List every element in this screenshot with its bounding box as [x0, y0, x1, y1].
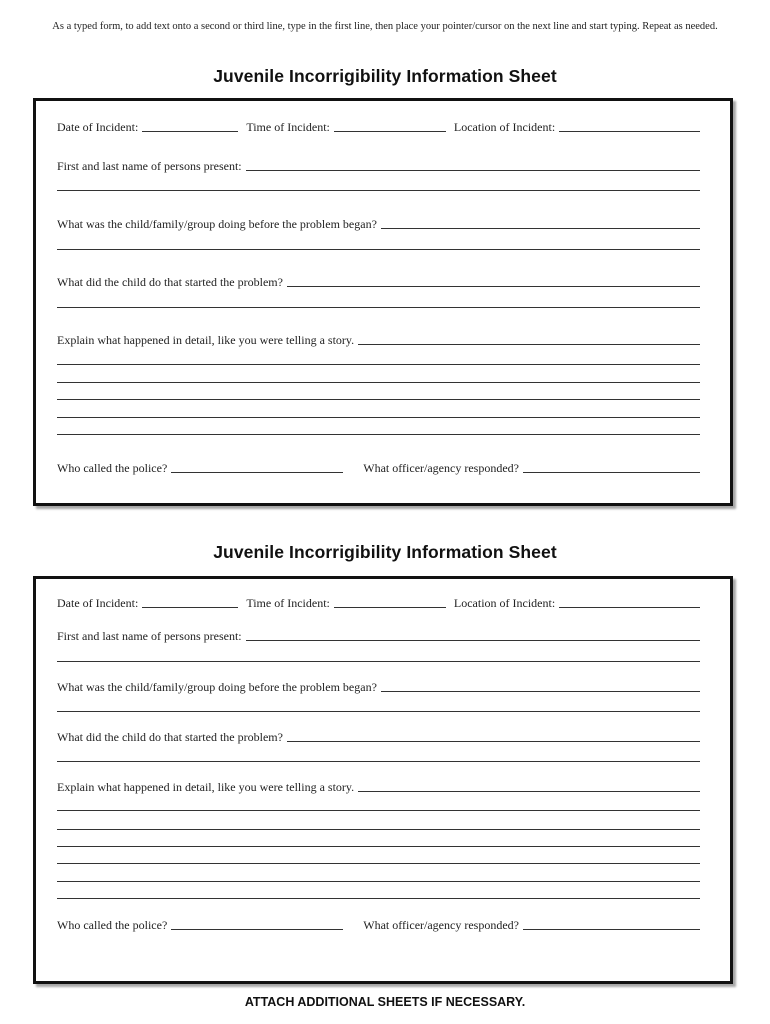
explain-field-line-4[interactable] — [57, 845, 700, 847]
police-field[interactable] — [171, 472, 343, 473]
explain-field-line-5[interactable] — [57, 862, 700, 864]
date-time-location-row — [57, 119, 700, 135]
incident-form-2 — [33, 576, 733, 984]
started-field-line-2[interactable] — [57, 760, 700, 762]
date-field[interactable] — [142, 131, 238, 132]
location-label: Location of Incident: — [453, 120, 556, 134]
explain-label: Explain what happened in detail, like you were telling a story. — [57, 333, 355, 347]
started-field-line-2[interactable] — [57, 306, 700, 308]
before-field[interactable] — [381, 228, 700, 229]
persons-row — [57, 628, 700, 644]
persons-row — [57, 158, 700, 174]
explain-field-line-3[interactable] — [57, 381, 700, 383]
police-officer-row — [57, 460, 700, 476]
before-label: What was the child/family/group doing before the problem began? — [57, 680, 377, 694]
incident-form-1 — [33, 98, 733, 506]
explain-field-line-6[interactable] — [57, 880, 700, 882]
explain-field-line-7[interactable] — [57, 897, 700, 899]
date-time-location-row — [57, 595, 700, 611]
police-officer-row — [57, 917, 700, 933]
time-label: Time of Incident: — [246, 120, 330, 134]
explain-field-line-5[interactable] — [57, 416, 700, 418]
footer-note: ATTACH ADDITIONAL SHEETS IF NECESSARY. — [244, 995, 526, 1009]
explain-field-line-3[interactable] — [57, 828, 700, 830]
location-field[interactable] — [559, 607, 700, 608]
explain-field-line-2[interactable] — [57, 363, 700, 365]
explain-field-line-6[interactable] — [57, 433, 700, 435]
time-field[interactable] — [334, 131, 446, 132]
before-field[interactable] — [381, 691, 700, 692]
location-label: Location of Incident: — [453, 596, 556, 610]
started-row — [57, 729, 700, 745]
explain-field[interactable] — [358, 344, 700, 345]
before-label: What was the child/family/group doing before the problem began? — [57, 217, 377, 231]
persons-label: First and last name of persons present: — [57, 629, 242, 643]
officer-field[interactable] — [523, 472, 700, 473]
time-label: Time of Incident: — [246, 596, 330, 610]
police-label: Who called the police? — [57, 918, 168, 932]
explain-field[interactable] — [358, 791, 700, 792]
date-label: Date of Incident: — [57, 120, 139, 134]
persons-field-line-2[interactable] — [57, 660, 700, 662]
officer-field[interactable] — [523, 929, 700, 930]
persons-label: First and last name of persons present: — [57, 159, 242, 173]
started-field[interactable] — [287, 286, 700, 287]
explain-field-line-4[interactable] — [57, 398, 700, 400]
police-field[interactable] — [171, 929, 343, 930]
explain-row — [57, 779, 700, 795]
explain-field-line-2[interactable] — [57, 809, 700, 811]
started-row — [57, 274, 700, 290]
date-field[interactable] — [142, 607, 238, 608]
persons-field-line-2[interactable] — [57, 189, 700, 191]
explain-row — [57, 332, 700, 348]
before-field-line-2[interactable] — [57, 248, 700, 250]
persons-field[interactable] — [246, 170, 700, 171]
form-title: Juvenile Incorrigibility Information Sheet — [213, 66, 557, 86]
date-label: Date of Incident: — [57, 596, 139, 610]
police-label: Who called the police? — [57, 461, 168, 475]
started-label: What did the child do that started the problem? — [57, 275, 283, 289]
started-label: What did the child do that started the problem? — [57, 730, 283, 744]
form-title: Juvenile Incorrigibility Information Sheet — [213, 542, 557, 562]
officer-label: What officer/agency responded? — [363, 461, 519, 475]
before-row — [57, 679, 700, 695]
before-row — [57, 216, 700, 232]
started-field[interactable] — [287, 741, 700, 742]
time-field[interactable] — [334, 607, 446, 608]
explain-label: Explain what happened in detail, like you were telling a story. — [57, 780, 355, 794]
instructions-text: As a typed form, to add text onto a second or third line, type in the first line, then place your pointer/cursor on the next line and start typing. Repeat as needed. — [52, 21, 718, 32]
officer-label: What officer/agency responded? — [363, 918, 519, 932]
persons-field[interactable] — [246, 640, 700, 641]
location-field[interactable] — [559, 131, 700, 132]
before-field-line-2[interactable] — [57, 710, 700, 712]
